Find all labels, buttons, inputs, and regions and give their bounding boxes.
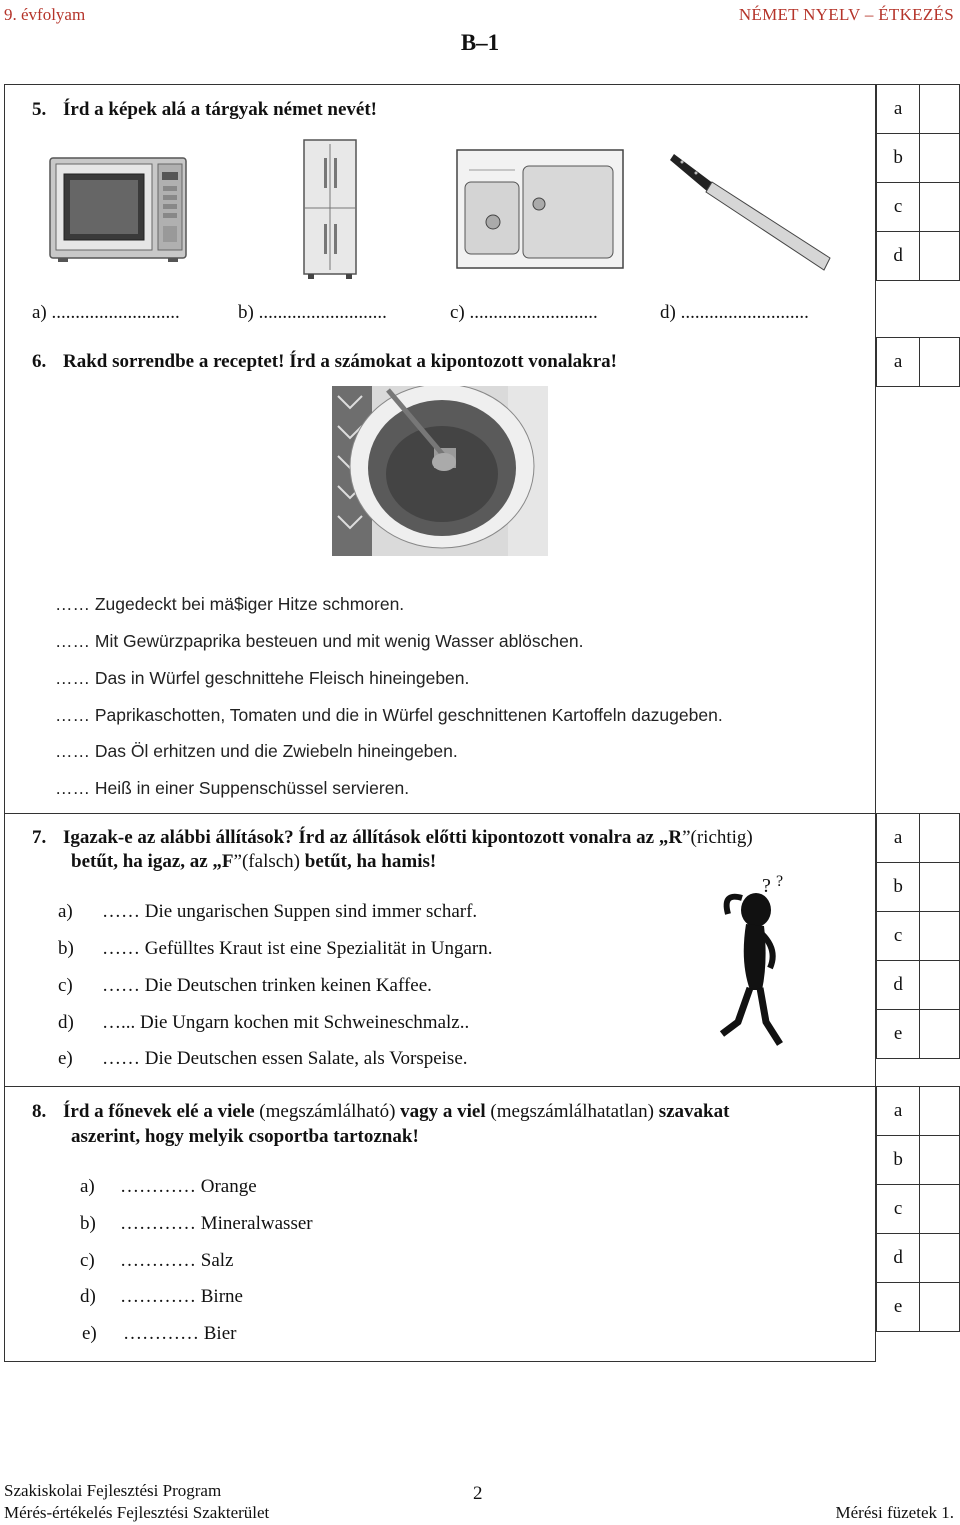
task-8-title-line-2: aszerint, hogy melyik csoportba tartoznak! xyxy=(71,1126,419,1147)
noun-text[interactable]: ………… Birne xyxy=(120,1286,243,1307)
statement-letter: b) xyxy=(58,938,74,959)
noun-text[interactable]: ………… Salz xyxy=(120,1250,234,1271)
score-label: d xyxy=(877,232,920,281)
score-label: a xyxy=(877,814,920,863)
task-6-score-grid xyxy=(876,337,960,387)
noun-letter: b) xyxy=(80,1213,96,1234)
task-7-title-line-2 xyxy=(71,851,436,873)
footer-series: Mérési füzetek 1. xyxy=(835,1503,954,1522)
statement-letter: e) xyxy=(58,1048,73,1069)
recipe-step: …… Das Öl erhitzen und die Zwiebeln hineingeben. xyxy=(55,741,458,761)
microwave-image xyxy=(48,154,188,264)
score-cell[interactable] xyxy=(920,134,960,183)
grade-label: 9. évfolyam xyxy=(4,5,86,24)
task-7-instruction-2c: betűt, ha hamis! xyxy=(300,851,437,872)
score-label: a xyxy=(877,1087,920,1136)
noun-text[interactable]: ………… Mineralwasser xyxy=(120,1213,313,1234)
task-8-score-grid xyxy=(876,1086,960,1332)
statement-text[interactable]: …… Die ungarischen Suppen sind immer scharf. xyxy=(102,901,478,922)
score-label: b xyxy=(877,1136,920,1185)
task-8-title xyxy=(32,1101,729,1123)
task-8-instruction-1b: (megszámlálható) xyxy=(254,1101,401,1122)
page-code: B–1 xyxy=(460,30,500,55)
score-cell[interactable] xyxy=(920,814,960,863)
task-8-instruction-1c: vagy a viel xyxy=(400,1101,486,1122)
recipe-step: …… Das in Würfel geschnittehe Fleisch hineingeben. xyxy=(55,668,470,688)
task-5-score-grid xyxy=(876,84,960,281)
score-label: e xyxy=(877,1010,920,1059)
task-7-instruction-2b: ”(falsch) xyxy=(233,851,301,872)
task-7-number: 7. xyxy=(32,827,47,848)
score-label: d xyxy=(877,1234,920,1283)
score-cell[interactable] xyxy=(920,912,960,961)
task-8-instruction-1a: Írd a főnevek elé a viele xyxy=(63,1101,255,1122)
knife-image xyxy=(668,146,833,272)
task-5-answer-b[interactable]: b) ........................... xyxy=(238,302,387,323)
noun-text[interactable]: ………… Bier xyxy=(123,1323,237,1344)
footer-department: Mérés-értékelés Fejlesztési Szakterület xyxy=(4,1503,270,1522)
task-7-title xyxy=(32,827,753,849)
score-cell[interactable] xyxy=(920,1185,960,1234)
svg-text:?: ? xyxy=(762,875,771,897)
sink-image xyxy=(455,148,625,270)
score-label: b xyxy=(877,863,920,912)
score-cell[interactable] xyxy=(920,1234,960,1283)
task-7-instruction-2: betűt, ha igaz, az „F xyxy=(71,851,234,872)
statement-text[interactable]: …… Die Deutschen essen Salate, als Vorspeise. xyxy=(102,1048,468,1069)
svg-text:?: ? xyxy=(776,873,784,890)
score-label: d xyxy=(877,961,920,1010)
score-label: c xyxy=(877,1185,920,1234)
score-cell[interactable] xyxy=(920,1136,960,1185)
score-cell[interactable] xyxy=(920,1087,960,1136)
task-6-title xyxy=(32,351,617,373)
recipe-step: …… Paprikaschotten, Tomaten und die in Würfel geschnittenen Kartoffeln dazugeben. xyxy=(55,705,723,725)
statement-text[interactable]: …... Die Ungarn kochen mit Schweineschmalz.. xyxy=(102,1012,470,1033)
task-8-number: 8. xyxy=(32,1101,47,1122)
task-8-instruction-1e: szavakat xyxy=(658,1101,730,1122)
noun-letter: e) xyxy=(82,1323,97,1344)
noun-letter: d) xyxy=(80,1286,96,1307)
statement-text[interactable]: …… Gefülltes Kraut ist eine Spezialität in Ungarn. xyxy=(102,938,493,959)
recipe-step: …… Mit Gewürzpaprika besteuen und mit wenig Wasser ablöschen. xyxy=(55,631,584,651)
score-label: b xyxy=(877,134,920,183)
score-cell[interactable] xyxy=(920,338,960,387)
statement-letter: c) xyxy=(58,975,73,996)
thinking-figure-icon xyxy=(716,872,796,1050)
task-5-answer-a[interactable]: a) ........................... xyxy=(32,302,180,323)
noun-text[interactable]: ………… Orange xyxy=(120,1176,257,1197)
statement-letter: a) xyxy=(58,901,73,922)
task-6-number: 6. xyxy=(32,351,47,372)
soup-photo xyxy=(332,386,548,556)
score-label: c xyxy=(877,912,920,961)
task-5-number: 5. xyxy=(32,99,47,120)
score-label: a xyxy=(877,85,920,134)
score-cell[interactable] xyxy=(920,232,960,281)
score-cell[interactable] xyxy=(920,1283,960,1332)
score-cell[interactable] xyxy=(920,863,960,912)
statement-text[interactable]: …… Die Deutschen trinken keinen Kaffee. xyxy=(102,975,432,996)
score-label: c xyxy=(877,183,920,232)
task-7-score-grid xyxy=(876,813,960,1059)
score-cell[interactable] xyxy=(920,183,960,232)
recipe-step: …… Heiß in einer Suppenschüssel servieren. xyxy=(55,778,410,798)
score-label: e xyxy=(877,1283,920,1332)
noun-letter: c) xyxy=(80,1250,95,1271)
task-8-instruction-1d: (megszámlálhatatlan) xyxy=(485,1101,659,1122)
score-cell[interactable] xyxy=(920,961,960,1010)
footer-program: Szakiskolai Fejlesztési Program xyxy=(4,1481,222,1500)
subject-title: NÉMET NYELV – ÉTKEZÉS xyxy=(738,5,954,24)
task-5-instruction: Írd a képek alá a tárgyak német nevét! xyxy=(63,99,377,120)
refrigerator-image xyxy=(300,138,362,280)
task-5-title xyxy=(32,99,377,121)
recipe-step: …… Zugedeckt bei mä$iger Hitze schmoren. xyxy=(55,594,405,614)
score-cell[interactable] xyxy=(920,1010,960,1059)
task-7-instruction-1b: ”(richtig) xyxy=(682,827,753,848)
page-number: 2 xyxy=(473,1483,483,1504)
noun-letter: a) xyxy=(80,1176,95,1197)
score-label: a xyxy=(877,338,920,387)
score-cell[interactable] xyxy=(920,85,960,134)
task-5-answer-c[interactable]: c) ........................... xyxy=(450,302,598,323)
task-6-instruction: Rakd sorrendbe a receptet! Írd a számokat a kipontozott vonalakra! xyxy=(63,351,617,372)
task-7-instruction-1: Igazak-e az alábbi állítások? Írd az állítások előtti kipontozott vonalra az „R xyxy=(63,827,683,848)
statement-letter: d) xyxy=(58,1012,74,1033)
task-5-answer-d[interactable]: d) ........................... xyxy=(660,302,809,323)
